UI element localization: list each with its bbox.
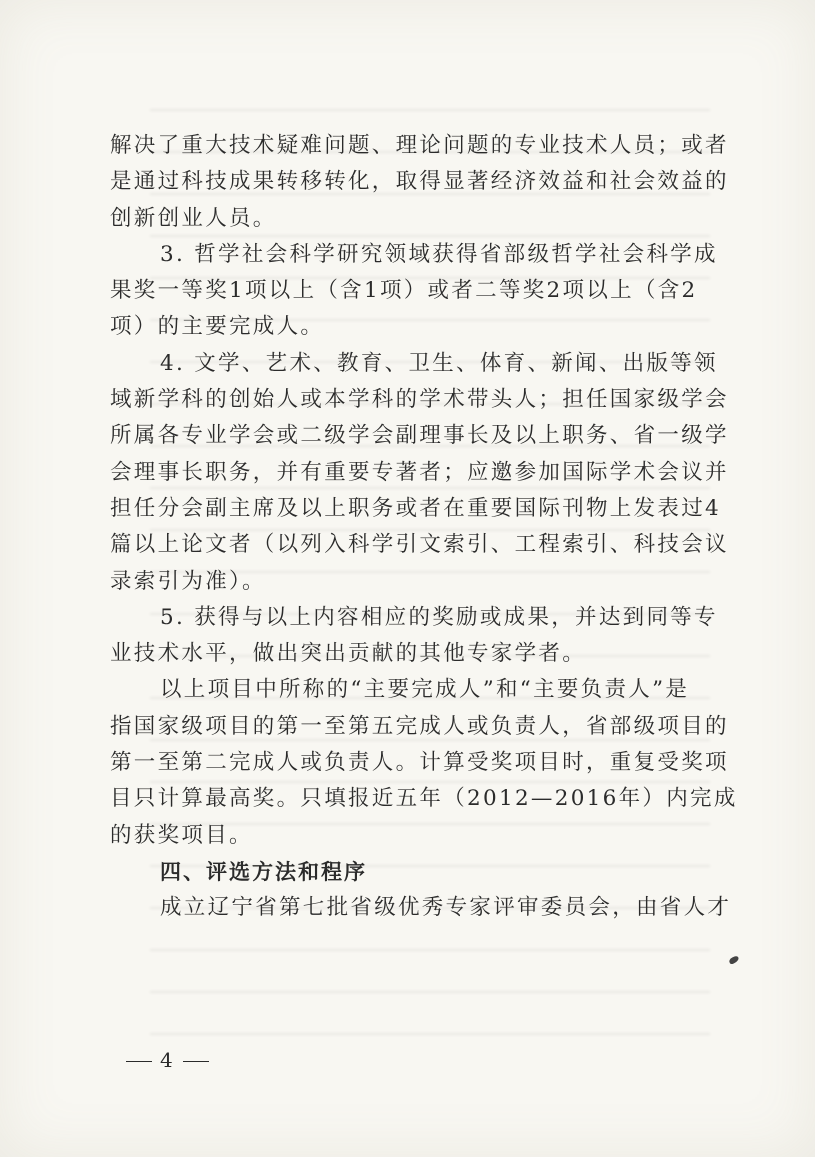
paragraph-line: 果奖一等奖1项以上（含1项）或者二等奖2项以上（含2 bbox=[110, 278, 698, 304]
paragraph-line: 5. 获得与以上内容相应的奖励或成果，并达到同等专 bbox=[160, 604, 718, 630]
paragraph-line: 所属各专业学会或二级学会副理事长及以上职务、省一级学 bbox=[110, 423, 729, 449]
paragraph-line: 篇以上论文者（以列入科学引文索引、工程索引、科技会议 bbox=[110, 532, 729, 558]
paragraph-line: 指国家级项目的第一至第五完成人或负责人，省部级项目的 bbox=[110, 713, 729, 739]
paragraph-line: 会理事长职务，并有重要专著者；应邀参加国际学术会议并 bbox=[110, 459, 729, 485]
ink-speck bbox=[728, 955, 740, 965]
page-number bbox=[118, 1048, 217, 1072]
paragraph-line: 项）的主要完成人。 bbox=[110, 314, 325, 340]
paragraph-line: 创新创业人员。 bbox=[110, 205, 277, 231]
body-text bbox=[110, 128, 738, 927]
page-number-value: 4 bbox=[160, 1048, 175, 1072]
dash-left bbox=[126, 1061, 152, 1063]
paragraph-line: 解决了重大技术疑难问题、理论问题的专业技术人员；或者 bbox=[110, 133, 729, 158]
dash-right bbox=[183, 1061, 209, 1063]
paragraph-line: 域新学科的创始人或本学科的学术带头人；担任国家级学会 bbox=[110, 387, 729, 413]
paragraph-line: 3. 哲学社会科学研究领域获得省部级哲学社会科学成 bbox=[160, 241, 718, 267]
paragraph-line: 的获奖项目。 bbox=[110, 822, 253, 848]
section-heading: 四、评选方法和程序 bbox=[160, 859, 367, 884]
paragraph-line: 业技术水平，做出突出贡献的其他专家学者。 bbox=[110, 641, 587, 667]
paragraph-line: 第一至第二完成人或负责人。计算受奖项目时，重复受奖项 bbox=[110, 750, 729, 776]
paragraph-line: 是通过科技成果转移转化，取得显著经济效益和社会效益的 bbox=[110, 169, 729, 195]
paragraph-line: 担任分会副主席及以上职务或者在重要国际刊物上发表过4 bbox=[110, 495, 721, 521]
paragraph-line: 4. 文学、艺术、教育、卫生、体育、新闻、出版等领 bbox=[160, 350, 718, 376]
paragraph-line: 成立辽宁省第七批省级优秀专家评审委员会，由省人才 bbox=[160, 895, 732, 921]
paragraph-line: 以上项目中所称的“主要完成人”和“主要负责人”是 bbox=[160, 677, 690, 703]
paragraph-line: 录索引为准）。 bbox=[110, 568, 266, 594]
paragraph-line: 目只计算最高奖。只填报近五年（2012—2016年）内完成 bbox=[110, 786, 738, 812]
